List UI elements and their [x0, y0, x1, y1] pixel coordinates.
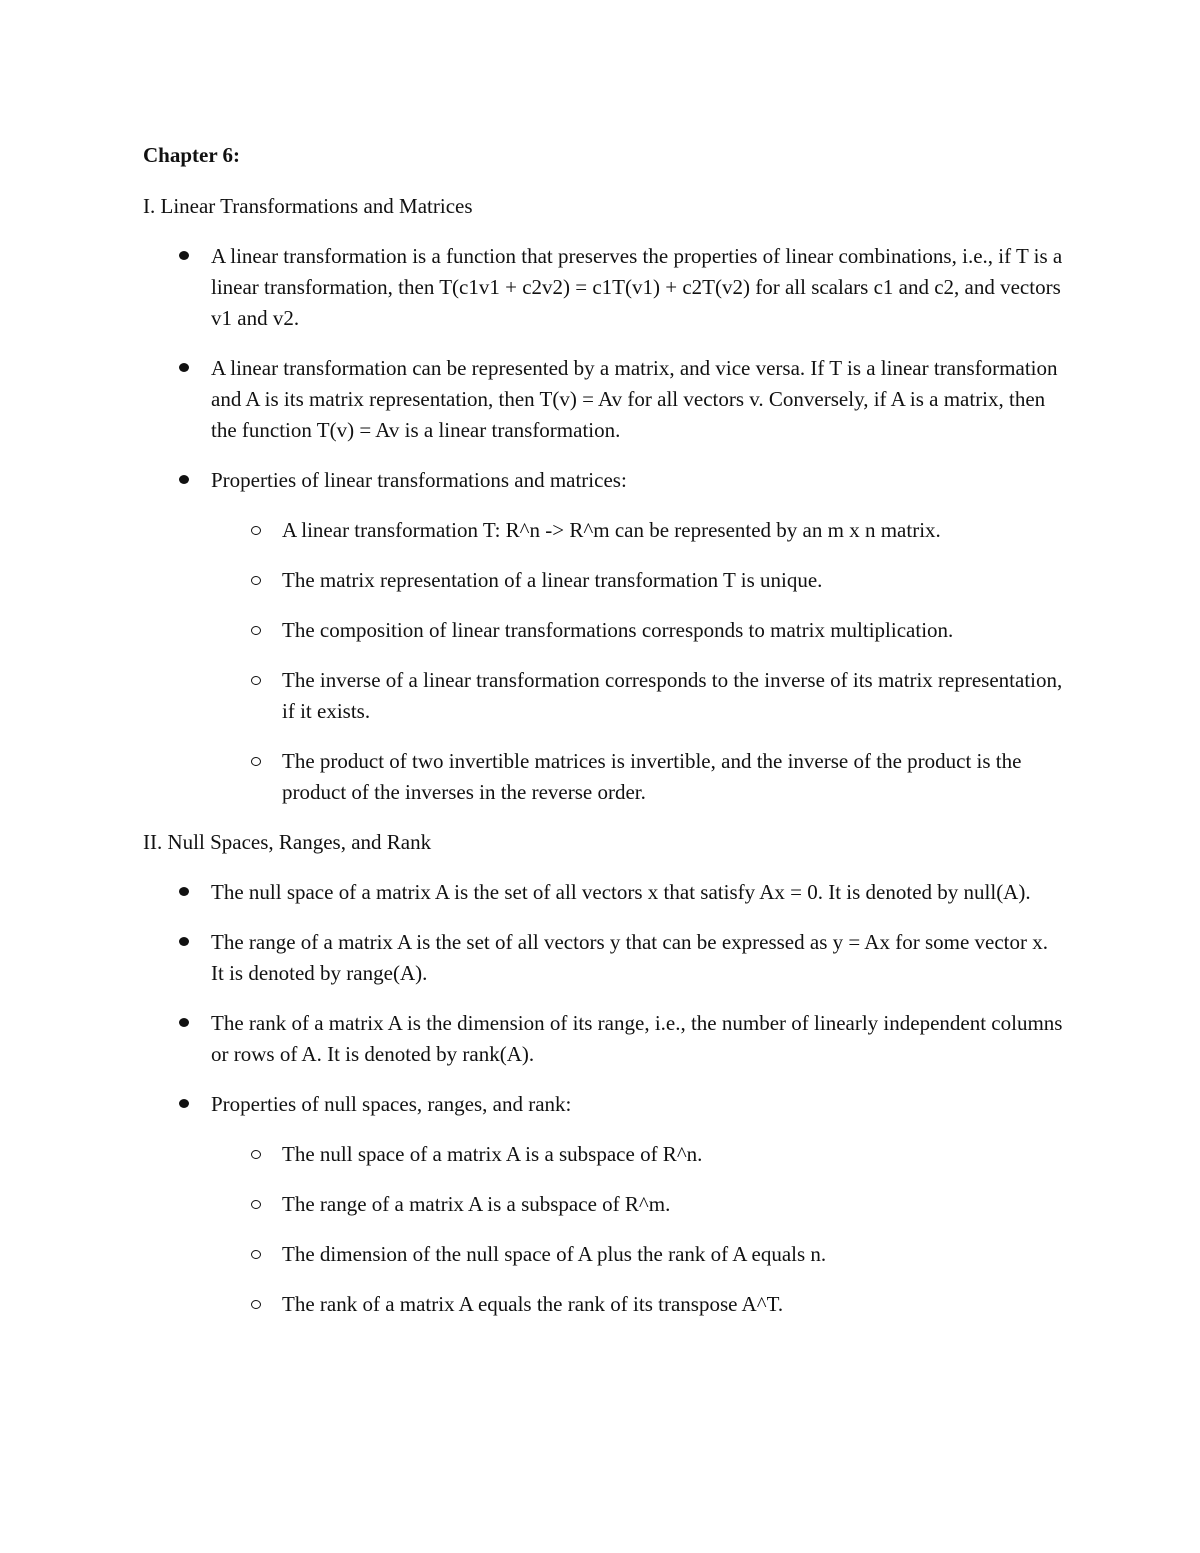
circle-bullet-icon [251, 757, 261, 766]
bullet-icon [179, 475, 189, 484]
sub-list [211, 515, 1063, 808]
sub-list-item-text: The dimension of the null space of A plus the rank of A equals n. [282, 1242, 827, 1266]
circle-bullet-icon [251, 626, 261, 635]
sub-list-item [143, 665, 1063, 727]
list-item-text: Properties of null spaces, ranges, and rank: [211, 1092, 572, 1116]
sub-list-item-text: The rank of a matrix A equals the rank of its transpose A^T. [282, 1292, 784, 1316]
sub-list-item [143, 615, 1063, 646]
circle-bullet-icon [251, 1250, 261, 1259]
sub-list-item-text: The null space of a matrix A is a subspace of R^n. [282, 1142, 703, 1166]
list-item-text: Properties of linear transformations and matrices: [211, 468, 627, 492]
document-body [143, 140, 1063, 1339]
bullet-icon [179, 1018, 189, 1027]
sub-list-item [143, 1139, 1063, 1170]
sub-list-item-text: The matrix representation of a linear transformation T is unique. [282, 568, 823, 592]
sub-list-item-text: The range of a matrix A is a subspace of R^m. [282, 1192, 671, 1216]
section-1-bullet-list [143, 241, 1063, 808]
circle-bullet-icon [251, 1200, 261, 1209]
list-item [143, 1089, 1063, 1320]
sub-list-item [143, 746, 1063, 808]
circle-bullet-icon [251, 1300, 261, 1309]
list-item [143, 877, 1063, 908]
section-2-bullet-list [143, 877, 1063, 1320]
list-item-text: A linear transformation can be represented by a matrix, and vice versa. If T is a linear transformation and A is its matrix representation, then T(v) = Av for all vectors v. Conversely, if A is a matrix, then the function T(v) = Av is a linear transformation. [211, 356, 1058, 442]
sub-list-item [143, 1189, 1063, 1220]
circle-bullet-icon [251, 526, 261, 535]
list-item-text: The null space of a matrix A is the set of all vectors x that satisfy Ax = 0. It is denoted by null(A). [211, 880, 1031, 904]
list-item-text: A linear transformation is a function that preserves the properties of linear combinations, i.e., if T is a linear transformation, then T(c1v1 + c2v2) = c1T(v1) + c2T(v2) for all scalars c1 and c2, and vectors v1 and v2. [211, 244, 1063, 330]
sub-list-item [143, 565, 1063, 596]
sub-list-item-text: A linear transformation T: R^n -> R^m can be represented by an m x n matrix. [282, 518, 941, 542]
section-heading-2: II. Null Spaces, Ranges, and Rank [143, 830, 432, 854]
sub-list [211, 1139, 1063, 1320]
bullet-icon [179, 251, 189, 260]
list-item-text: The rank of a matrix A is the dimension of its range, i.e., the number of linearly independent columns or rows of A. It is denoted by rank(A). [211, 1011, 1063, 1066]
sub-list-item [143, 1289, 1063, 1320]
circle-bullet-icon [251, 576, 261, 585]
section-heading-1: I. Linear Transformations and Matrices [143, 194, 473, 218]
bullet-icon [179, 887, 189, 896]
list-item [143, 241, 1063, 334]
bullet-icon [179, 937, 189, 946]
sub-list-item [143, 1239, 1063, 1270]
chapter-title: Chapter 6: [143, 143, 241, 167]
list-item [143, 353, 1063, 446]
sub-list-item-text: The inverse of a linear transformation corresponds to the inverse of its matrix representation, if it exists. [282, 668, 1063, 723]
bullet-icon [179, 1099, 189, 1108]
sub-list-item [143, 515, 1063, 546]
sub-list-item-text: The product of two invertible matrices is invertible, and the inverse of the product is the product of the inverses in the reverse order. [282, 749, 1022, 804]
list-item [143, 927, 1063, 989]
bullet-icon [179, 363, 189, 372]
sub-list-item-text: The composition of linear transformations corresponds to matrix multiplication. [282, 618, 954, 642]
circle-bullet-icon [251, 676, 261, 685]
list-item [143, 465, 1063, 808]
list-item-text: The range of a matrix A is the set of all vectors y that can be expressed as y = Ax for some vector x. It is denoted by range(A). [211, 930, 1049, 985]
list-item [143, 1008, 1063, 1070]
circle-bullet-icon [251, 1150, 261, 1159]
